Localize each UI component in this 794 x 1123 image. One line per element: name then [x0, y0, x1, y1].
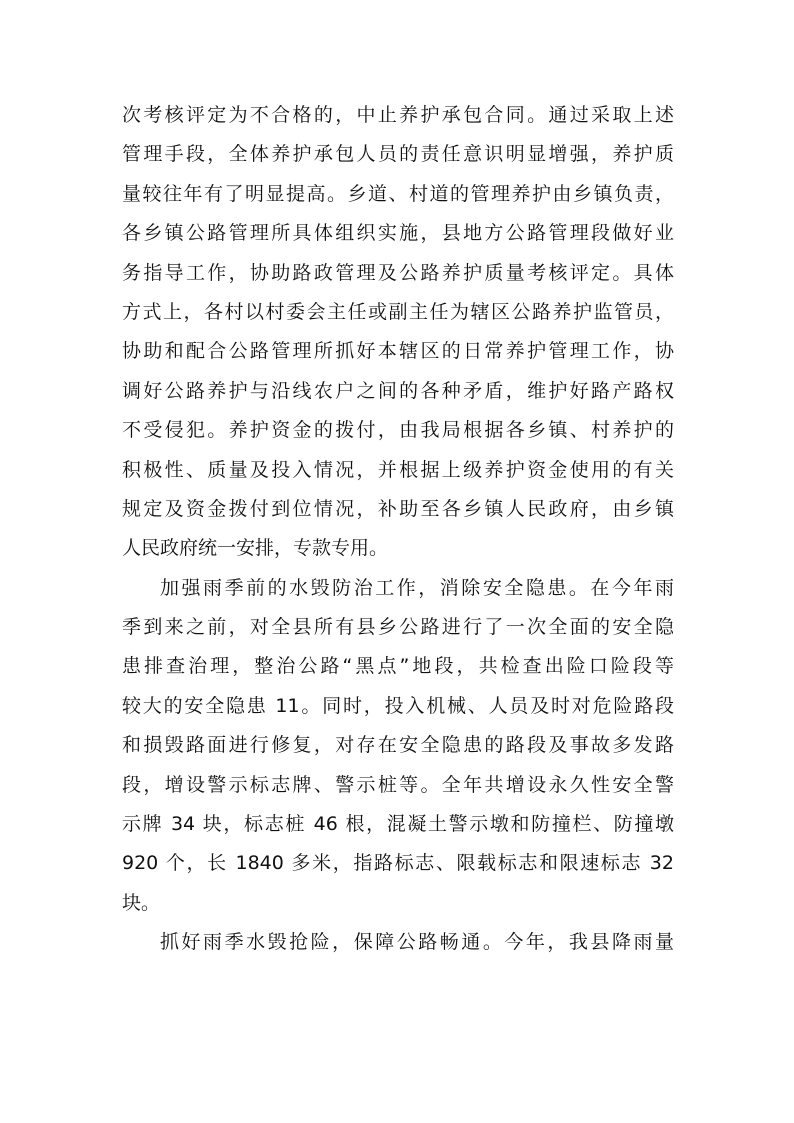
paragraph-flood-rescue	[122, 923, 674, 962]
text-line: 协助和配合公路管理所抓好本辖区的日常养护管理工作，协	[122, 340, 674, 363]
document-body	[122, 96, 674, 963]
text-line: 积极性、质量及投入情况，并根据上级养护资金使用的有关	[122, 458, 674, 481]
text-line: 块。	[122, 891, 161, 914]
text-line: 示牌 34 块，标志桩 46 根，混凝土警示墩和防撞栏、防撞墩	[122, 813, 674, 836]
text-line: 各乡镇公路管理所具体组织实施，县地方公路管理段做好业	[122, 222, 674, 245]
text-line: 管理手段，全体养护承包人员的责任意识明显增强，养护质	[122, 143, 674, 166]
text-line: 段，增设警示标志牌、警示桩等。全年共增设永久性安全警	[122, 773, 674, 796]
text-line: 较大的安全隐患 11。同时，投入机械、人员及时对危险路段	[122, 694, 674, 717]
text-line: 920 个，长 1840 多米，指路标志、限载标志和限速标志 32	[122, 852, 674, 875]
text-line: 人民政府统一安排，专款专用。	[122, 537, 389, 560]
text-line: 规定及资金拨付到位情况，补助至各乡镇人民政府，由乡镇	[122, 497, 674, 520]
paragraph-flood-prevention	[122, 569, 674, 924]
text-line: 患排查治理，整治公路“黑点”地段，共检查出险口险段等	[122, 655, 674, 678]
text-line: 季到来之前，对全县所有县乡公路进行了一次全面的安全隐	[122, 616, 674, 639]
text-line: 和损毁路面进行修复，对存在安全隐患的路段及事故多发路	[122, 734, 674, 757]
text-line: 不受侵犯。养护资金的拨付，由我局根据各乡镇、村养护的	[122, 419, 674, 442]
text-line: 次考核评定为不合格的，中止养护承包合同。通过采取上述	[122, 104, 674, 126]
text-line: 抓好雨季水毁抢险，保障公路畅通。今年，我县降雨量	[160, 931, 674, 954]
text-line: 加强雨季前的水毁防治工作，消除安全隐患。在今年雨	[160, 576, 674, 599]
text-line: 务指导工作，协助路政管理及公路养护质量考核评定。具体	[122, 261, 674, 284]
text-line: 调好公路养护与沿线农户之间的各种矛盾，维护好路产路权	[122, 379, 674, 402]
paragraph-maintenance-management	[122, 96, 674, 569]
text-line: 方式上，各村以村委会主任或副主任为辖区公路养护监管员，	[122, 300, 674, 323]
text-line: 量较往年有了明显提高。乡道、村道的管理养护由乡镇负责，	[122, 182, 674, 205]
